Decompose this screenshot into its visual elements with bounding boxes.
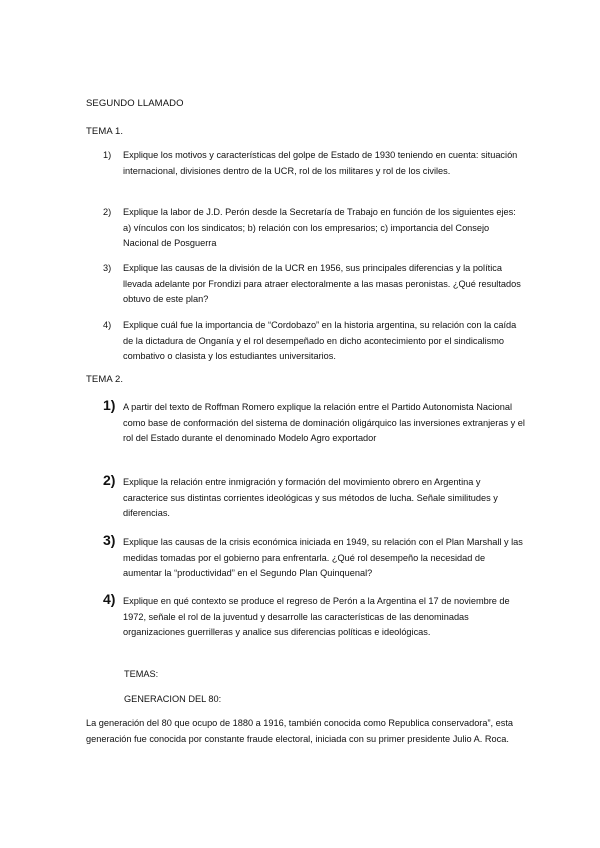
- item-text: Explique en qué contexto se produce el regreso de Perón a la Argentina el 17 de noviembre de 1972, señale el rol de la juventud y desarrolle las características de las denominadas organizaciones guerrilleras y analice sus diferencias políticas e ideológicas.: [123, 596, 510, 637]
- item-number: 1): [103, 397, 116, 413]
- item-number: 1): [103, 150, 112, 160]
- item-number: 2): [103, 207, 112, 217]
- tema-2-item-2: [86, 472, 526, 522]
- item-text: Explique cuál fue la importancia de “Cordobazo” en la historia argentina, su relación con la caída de la dictadura de Onganía y el rol desempeñado en dicho acontecimiento por el sindicalismo combativo o clasista y los estudiantes universitarios.: [123, 320, 517, 361]
- item-number: 4): [103, 320, 112, 330]
- item-number: 3): [103, 532, 116, 548]
- tema-1-item-3: [86, 261, 526, 308]
- item-text: Explique la labor de J.D. Perón desde la Secretaría de Trabajo en función de los siguientes ejes: a) vínculos con los sindicatos; b) relación con los empresarios; c) importancia del Consejo Nacional de Posguerra: [123, 207, 516, 248]
- tema-1-item-2: [86, 205, 526, 252]
- tema-2-item-4: [86, 591, 526, 641]
- item-number: 2): [103, 472, 116, 488]
- item-text: A partir del texto de Roffman Romero explique la relación entre el Partido Autonomista Nacional como base de conformación del sistema de dominación oligárquico las inversiones extranjeras y el rol del Estado durante el denominado Modelo Agro exportador: [123, 402, 525, 443]
- item-text: Explique las causas de la crisis económica iniciada en 1949, su relación con el Plan Marshall y las medidas tomadas por el gobierno para enfrentarla. ¿Qué rol desempeño la necesidad de aumentar la “productividad” en el Segundo Plan Quinquenal?: [123, 537, 523, 578]
- generacion-paragraph: La generación del 80 que ocupo de 1880 a 1916, también conocida como Republica conservadora”, esta generación fue conocida por constante fraude electoral, iniciada con su primer presidente Julio A. Roca.: [86, 718, 514, 744]
- tema-2-heading: TEMA 2.: [86, 374, 124, 385]
- tema-1-heading: TEMA 1.: [86, 126, 124, 137]
- item-number: 3): [103, 263, 112, 273]
- item-text: Explique las causas de la división de la UCR en 1956, sus principales diferencias y la política llevada adelante por Frondizi para atraer electoralmente a las masas peronistas. ¿Qué resultados obtuvo de este plan?: [123, 263, 521, 304]
- temas-label: TEMAS:: [124, 669, 159, 679]
- generacion-heading: GENERACION DEL 80:: [124, 694, 222, 704]
- item-text: Explique los motivos y características del golpe de Estado de 1930 teniendo en cuenta: situación internacional, divisiones dentro de la UCR, rol de los militares y rol de los civiles.: [123, 150, 518, 176]
- tema-2-item-1: [86, 397, 526, 447]
- tema-1-item-1: [86, 148, 526, 179]
- document-title: SEGUNDO LLAMADO: [86, 98, 184, 109]
- tema-2-item-3: [86, 532, 526, 582]
- item-text: Explique la relación entre inmigración y formación del movimiento obrero en Argentina y caracterice sus distintas corrientes ideológicas y sus métodos de lucha. Señale similitudes y diferencias.: [123, 477, 498, 518]
- item-number: 4): [103, 591, 116, 607]
- tema-1-item-4: [86, 318, 526, 365]
